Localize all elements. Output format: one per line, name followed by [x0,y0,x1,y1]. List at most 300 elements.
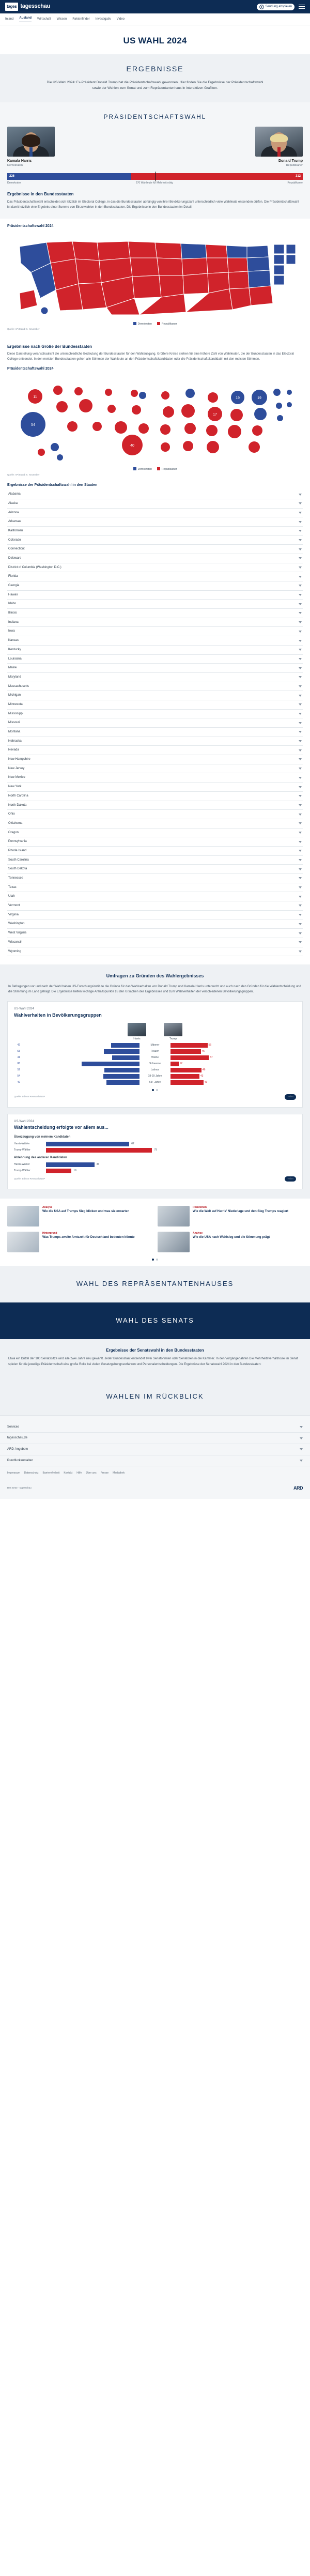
state-name: Pennsylvania [8,840,27,844]
map1-source: Quelle: AP/Stand: 6. November [7,328,40,331]
state-name: Utah [8,895,15,898]
teaser-image-3 [7,1232,39,1252]
map2-caption: Präsidentschaftswahl 2024 [7,367,54,371]
motivation-bar-row [14,1142,296,1146]
map2-title: Ergebnisse nach Größe der Bundesstaaten [7,344,92,349]
chevron-down-icon [299,786,302,788]
survey-section [0,964,310,1199]
state-name: Louisiana [8,657,22,661]
state-row[interactable] [7,591,303,600]
survey-card-demographics [7,1001,303,1108]
group-label: Latinos [150,1068,160,1071]
teaser-title-1: Wie die USA auf Trumps Sieg blicken und was sie erwarten [42,1210,130,1214]
teaser-image-4 [158,1232,190,1252]
bar-majority-note: 270 Wahlleute für Mehrheit nötig [135,181,173,185]
state-row[interactable] [7,618,303,627]
state-row[interactable] [7,947,303,957]
bar-legend-rep: Republikaner [287,181,303,185]
state-name: Indiana [8,620,19,624]
state-name: South Carolina [8,858,29,862]
state-row[interactable] [7,600,303,609]
chevron-down-icon [299,868,302,870]
card1-trump-head [162,1023,184,1041]
footer-link[interactable]: Mediathek [113,1471,125,1475]
footer-link[interactable]: Impressum [7,1471,20,1475]
state-row[interactable] [7,883,303,893]
trump-value: 49 [204,1080,208,1084]
chevron-down-icon [299,713,302,715]
chevron-down-icon [299,530,302,532]
state-row[interactable] [7,737,303,746]
state-name: Michigan [8,694,21,697]
trump-party: Republikaner [286,164,303,167]
state-name: Oregon [8,831,19,834]
group-label: 65+ Jahre [149,1080,161,1084]
trump-bar [171,1055,209,1060]
state-name: Maryland [8,675,21,679]
state-row[interactable] [7,646,303,655]
state-results-info-title: Ergebnisse in den Bundesstaaten [7,192,74,197]
map1-legend [7,322,303,326]
state-results-list [0,479,310,964]
harris-party: Demokraten [7,164,23,167]
state-name: Washington [8,922,25,926]
state-name: Massachusetts [8,684,29,688]
state-row[interactable] [7,700,303,710]
bubble-map-svg [7,375,303,465]
play-broadcast-label: Sendung abspielen [265,5,292,8]
card1-source: Quelle: Edison Research/NEP [14,1095,45,1098]
chevron-down-icon [299,539,302,541]
legend2-dem-label: Demokraten [137,468,152,471]
trump-value: 57 [210,1055,213,1059]
state-name: Tennessee [8,877,24,880]
state-name: Rhode Island [8,849,27,852]
chevron-down-icon [299,795,302,797]
teaser-title-4: Wie die USA nach Wahlsieg und die Stimmung prägt [193,1236,270,1239]
nav-item-inland[interactable]: Inland [5,17,14,21]
teaser-dot-2[interactable] [156,1259,158,1261]
svg-text:40: 40 [130,444,134,448]
us-bubble-map[interactable] [7,375,303,465]
state-row[interactable] [7,527,303,536]
state-name: Kentucky [8,648,21,651]
footer-section-row[interactable] [0,1455,310,1467]
state-name: Minnesota [8,702,23,706]
footer-section-label: tagesschau.de [7,1436,28,1440]
trump-name: Donald Trump [278,159,303,163]
chevron-down-icon [299,859,302,861]
electoral-bar-wrap [0,168,310,185]
footer-section-label: Services [7,1425,20,1429]
harris-value: 49 [17,1080,20,1084]
state-row[interactable] [7,718,303,728]
chevron-down-icon [299,749,302,752]
group-label: Weiße [151,1055,159,1059]
survey-section-title: Ablehnung des anderen Kandidaten [14,1156,67,1159]
state-row[interactable] [7,536,303,545]
state-row[interactable] [7,572,303,581]
footer-links [0,1466,310,1480]
nav-item-investigativ[interactable]: Investigativ [95,17,111,21]
harris-bar [106,1080,140,1085]
teaser-carousel-dots[interactable] [7,1259,303,1261]
footer-section-label: ARD-Angebote [7,1448,28,1451]
state-name: Nebraska [8,739,22,743]
teaser-category-1: Analyse [42,1206,53,1209]
card1-harris-head [126,1023,148,1041]
state-name: Missouri [8,721,20,725]
chevron-down-icon [299,914,302,916]
footer-link[interactable]: Über uns [86,1471,97,1475]
state-name: West Virginia [8,931,27,935]
senate-info-title: Ergebnisse der Senatswahl in den Bundesstaaten [106,1347,204,1353]
chevron-down-icon [299,649,302,651]
state-row[interactable] [7,837,303,847]
state-name: Vermont [8,904,20,908]
card1-harris-name: Harris [133,1037,141,1040]
state-row[interactable] [7,792,303,801]
logo-badge: tages [5,3,18,11]
footer-section-row[interactable] [0,1433,310,1444]
senate-election-band: WAHL DES SENATS [0,1302,310,1339]
harris-bar [82,1062,140,1066]
hamburger-menu-icon[interactable] [299,5,305,9]
carousel-dot-1[interactable] [152,1089,154,1091]
footer-link[interactable]: Hilfe [76,1471,82,1475]
chevron-down-icon [299,777,302,779]
state-results-info [0,185,310,218]
state-name: Oklahoma [8,821,23,825]
state-row[interactable] [7,874,303,883]
state-name: Nevada [8,748,19,752]
state-list-title: Ergebnisse der Präsidentschaftswahl in den Staaten [7,483,98,487]
state-row[interactable] [7,517,303,527]
card-carousel-dots[interactable] [14,1089,296,1091]
chevron-down-icon [299,576,302,578]
teaser-card-4[interactable] [158,1232,303,1252]
chevron-down-icon [299,621,302,623]
teaser-card-2[interactable] [158,1206,303,1226]
card2-title: Wahlentscheidung erfolgte vor allem aus... [14,1125,109,1130]
motivation-bar-row [14,1148,296,1153]
chevron-down-icon [299,932,302,934]
candidate-harris [7,127,55,168]
senate-info-block [0,1339,310,1378]
state-row[interactable] [7,673,303,682]
demographic-bar-row [14,1049,296,1054]
state-row[interactable] [7,783,303,792]
play-broadcast-button[interactable] [257,4,295,10]
chevron-down-icon [299,676,302,678]
electoral-bar-rep: 312 [131,173,303,180]
state-row[interactable] [7,810,303,819]
house-election-band: WAHL DES REPRÄSENTANTENHAUSES [0,1266,310,1302]
trump-value: 45 [202,1049,205,1053]
motivation-value: 19 [73,1169,76,1172]
state-row[interactable] [7,545,303,554]
harris-bar [104,1049,140,1054]
legend-dem-label: Demokraten [137,322,152,326]
harris-value: 53 [17,1049,20,1053]
state-row[interactable] [7,655,303,664]
chevron-down-icon [299,667,302,669]
chevron-down-icon [299,758,302,760]
teaser-card-3[interactable] [7,1232,152,1252]
bar-legend-dem: Demokraten [7,181,22,185]
survey-heading: Umfragen zu Gründen des Wahlergebnisses [106,973,204,979]
ard-logo: ARD [293,1485,303,1491]
card1-share-button[interactable]: Teilen [285,1094,296,1100]
trump-bar [171,1068,202,1072]
state-row[interactable] [7,911,303,920]
map-svg [7,232,303,317]
state-name: New Hampshire [8,758,30,761]
harris-name: Kamala Harris [7,159,32,163]
state-row[interactable] [7,710,303,719]
state-name: District of Columbia (Washington D.C.) [8,565,61,569]
state-row[interactable] [7,773,303,783]
chevron-down-icon [299,594,302,596]
card1-kicker: US-Wahl 2024 [14,1007,34,1011]
teaser-section [0,1199,310,1266]
harris-value: 52 [17,1068,20,1071]
voter-group-label: Trump-Wähler [14,1169,30,1172]
teaser-title-2: Wie die Welt auf Harris' Niederlage und den Sieg Trumps reagiert [193,1210,288,1214]
state-row[interactable] [7,682,303,692]
site-footer [0,1415,310,1499]
chevron-down-icon [299,804,302,806]
state-row[interactable] [7,865,303,874]
state-row[interactable] [7,490,303,499]
state-row[interactable] [7,929,303,938]
demographic-bar-row [14,1043,296,1048]
svg-text:11: 11 [33,395,37,400]
card1-trump-name: Trump [169,1037,177,1040]
electoral-vote-bar [7,173,303,180]
state-row[interactable] [7,819,303,829]
site-logo[interactable] [5,3,50,11]
us-map-section [0,219,310,333]
presidential-heading: PRÄSIDENTSCHAFTSWAHL [103,113,207,120]
majority-marker [155,172,156,181]
state-row[interactable] [7,829,303,838]
state-row[interactable] [7,764,303,774]
us-choropleth-map[interactable] [7,232,303,320]
chevron-down-icon [299,521,302,523]
state-name: Iowa [8,630,15,633]
chevron-down-icon [299,685,302,687]
teaser-category-2: Reaktionen [193,1206,207,1209]
state-name: Alabama [8,493,21,496]
chevron-down-icon [299,722,302,724]
chevron-down-icon [299,585,302,587]
chevron-down-icon [299,923,302,925]
state-name: Idaho [8,602,17,606]
chevron-down-icon [299,512,302,514]
survey-section-title: Überzeugung von meinem Kandidaten [14,1136,71,1139]
state-name: Wisconsin [8,940,23,944]
harris-value: 54 [17,1074,20,1078]
motivation-bar [46,1148,152,1153]
chevron-down-icon [299,502,302,504]
trump-portrait [255,127,303,157]
teaser-row-2 [7,1232,303,1252]
motivation-bar-row [14,1162,296,1167]
svg-text:54: 54 [31,423,35,427]
harris-value: 41 [17,1055,20,1059]
motivation-bar-row [14,1169,296,1173]
state-name: North Carolina [8,794,28,798]
nav-item-faktenfinder[interactable]: Faktenfinder [72,17,90,21]
state-row[interactable] [7,609,303,618]
footer-brand-row [0,1481,310,1499]
legend-rep-label: Republikaner [161,322,177,326]
survey-text: In Befragungen vor und nach der Wahl haben US-Forschungsinstitute die Gründe für das Wahlverhalten von Donald Trump und Kamala Harris untersucht und auch nach den Gründen für die Wahlentscheidung und die Stimmung im Land gefragt. Die Ergebnisse helfen wichtige Anhaltspunkte zu den Ursachen des Ergebnisses und zum Wahlverhalten der verschiedenen Bevölkerungsgruppen. [8,985,301,994]
state-row[interactable] [7,581,303,591]
state-row[interactable] [7,691,303,700]
results-intro-text: Die US-Wahl 2024: Ex-Präsident Donald Trump hat die Präsidentschaftswahl gewonnen. Hier finden Sie die Ergebnisse der Präsidentschaftswahl sowie der Wahlen zum Senat und zum Repräsentantenhaus in interaktiven Grafiken. [47,80,264,90]
chevron-down-icon [299,703,302,706]
nav-item-wissen[interactable]: Wissen [56,17,67,21]
nav-item-ausland[interactable]: Ausland [19,16,32,22]
footer-link[interactable]: Presse [100,1471,109,1475]
teaser-image-1 [7,1206,39,1226]
chevron-down-icon [299,731,302,733]
harris-mini-portrait [128,1023,146,1036]
state-row[interactable] [7,664,303,673]
state-results-info-text: Das Präsidentschaftswahl entscheidet sich letztlich im Electoral College, in das die Bundesstaaten abhängig von ihrer Bevölkerungszahl unterschiedlich viele Wahlleute entsenden dürfen. Die Präsidentschaftswahl ist damit letztlich eine Ergebnis einer Summe von Einzelwahlen in den Bundesstaaten. Die Ergebnisse in den Bundesstaaten im Detail: [7,201,299,209]
state-row[interactable] [7,938,303,947]
chevron-down-icon [299,896,302,898]
state-row[interactable] [7,919,303,929]
harris-bar [112,1055,140,1060]
chevron-down-icon [299,822,302,824]
chevron-down-icon [300,1426,303,1428]
teaser-image-2 [158,1206,190,1226]
demographic-bar-row [14,1062,296,1066]
group-label: Männer [150,1043,160,1047]
map2-legend [7,467,303,471]
trump-bar [171,1062,179,1066]
carousel-dot-2[interactable] [156,1089,158,1091]
teaser-category-4: Analyse [193,1232,203,1235]
chevron-down-icon [299,603,302,605]
state-name: Hawaii [8,593,18,596]
state-name: Georgia [8,584,20,588]
chevron-down-icon [299,494,302,496]
demographic-bar-row [14,1074,296,1079]
footer-link[interactable]: Barrierefreiheit [42,1471,60,1475]
svg-text:19: 19 [236,396,240,401]
demographic-bar-row [14,1080,296,1085]
state-name: Virginia [8,913,19,916]
state-name: Mississippi [8,712,24,715]
state-row[interactable] [7,627,303,636]
state-row[interactable] [7,509,303,518]
trump-value: 55 [208,1043,212,1047]
state-row[interactable] [7,801,303,810]
svg-text:19: 19 [257,396,261,401]
page-title: US WAHL 2024 [123,35,187,45]
card1-title: Wahlverhalten in Bevölkerungsgruppen [14,1012,102,1018]
state-row[interactable] [7,746,303,755]
chevron-down-icon [299,950,302,953]
chevron-down-icon [299,557,302,559]
state-name: Arizona [8,511,19,514]
harris-portrait [7,127,55,157]
trump-mini-portrait [164,1023,182,1036]
state-name: Colorado [8,538,21,542]
demographic-bar-row [14,1068,296,1072]
footer-section-label: Rundfunkanstalten [7,1459,34,1462]
map2-source: Quelle: AP/Stand: 6. November [7,473,40,476]
card2-share-button[interactable]: Teilen [285,1176,296,1182]
legend2-rep-label: Republikaner [161,468,177,471]
state-name: Delaware [8,556,22,560]
logo-wordmark: tagesschau [20,3,50,10]
state-row[interactable] [7,499,303,509]
state-row[interactable] [7,636,303,646]
motivation-value: 79 [154,1148,157,1152]
state-row[interactable] [7,847,303,856]
footer-section-row[interactable] [0,1444,310,1455]
state-name: Alaska [8,501,18,505]
harris-value: 42 [17,1043,20,1047]
review-band: WAHLEN IM RÜCKBLICK [0,1378,310,1415]
footer-brand-sub: Das Erste · tagesschau [7,1486,32,1489]
chevron-down-icon [299,612,302,614]
trump-value: 43 [200,1074,204,1078]
candidate-row [0,127,310,168]
chevron-down-icon [300,1460,303,1462]
chevron-down-icon [299,841,302,843]
motivation-bar [46,1142,129,1146]
nav-item-wirtschaft[interactable]: Wirtschaft [37,17,51,21]
state-row[interactable] [7,856,303,865]
main-navigation [0,13,310,25]
footer-section-row[interactable] [0,1422,310,1433]
state-name: New Mexico [8,776,25,779]
trump-value: 12 [179,1062,183,1065]
state-name: New Jersey [8,766,25,770]
teaser-row-1 [7,1206,303,1226]
state-row[interactable] [7,892,303,901]
footer-link[interactable]: Datenschutz [24,1471,39,1475]
state-row[interactable] [7,554,303,563]
teaser-card-1[interactable] [7,1206,152,1226]
chevron-down-icon [299,877,302,879]
state-name: Texas [8,885,17,889]
chevron-down-icon [299,640,302,642]
state-name: Florida [8,575,18,578]
chevron-down-icon [299,768,302,770]
state-row[interactable] [7,901,303,911]
teaser-title-3: Was Trumps zweite Amtszeit für Deutschland bedeuten könnte [42,1236,135,1239]
state-row[interactable] [7,755,303,764]
nav-item-video[interactable]: Video [116,17,125,21]
state-row[interactable] [7,728,303,737]
state-row[interactable] [7,563,303,573]
motivation-bar [46,1169,71,1173]
chevron-down-icon [299,850,302,852]
footer-link[interactable]: Kontakt [64,1471,73,1475]
candidate-trump [255,127,303,168]
state-name: South Dakota [8,867,27,871]
voter-group-label: Harris-Wähler [14,1162,30,1166]
chevron-down-icon [299,658,302,660]
teaser-dot-1[interactable] [152,1259,154,1261]
